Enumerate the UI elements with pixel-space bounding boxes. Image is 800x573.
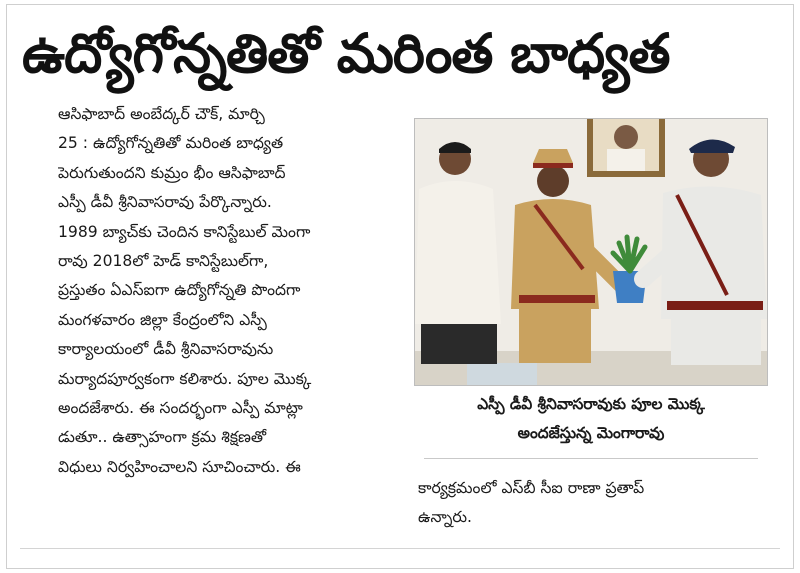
- body-line: పెరుగుతుందని కుమ్రం భీం ఆసిఫాబాద్: [58, 163, 286, 182]
- body-line: ప్రస్తుతం ఏఎస్ఐగా ఉద్యోగోన్నతి పొందగా: [58, 281, 301, 300]
- body-line: విధులు నిర్వహించాలని సూచించారు. ఈ: [58, 457, 301, 476]
- body-line: మర్యాదపూర్వకంగా కలిశారు. పూల మొక్క: [58, 369, 312, 388]
- person-asi-cap-band: [533, 163, 573, 168]
- article-body-left: [58, 100, 390, 482]
- article-body-right: [418, 474, 768, 533]
- bottom-divider: [20, 548, 780, 549]
- body-line: ఎస్పీ డీవీ శ్రీనివాసరావు పేర్కొన్నారు.: [58, 193, 272, 212]
- body-line: 1989 బ్యాచ్‌కు చెందిన కానిస్టేబుల్ మెంగా: [58, 222, 311, 241]
- caption-divider: [424, 458, 758, 459]
- person-civilian-shirt: [415, 181, 501, 324]
- desk-item: [467, 363, 537, 385]
- body-line: మంగళవారం జిల్లా కేంద్రంలోని ఎస్పీ: [58, 310, 267, 329]
- caption-line: ఎస్పీ డీవీ శ్రీనివాసరావుకు పూల మొక్క: [477, 395, 705, 413]
- person-asi-belt: [519, 295, 595, 303]
- body-line: కార్యాలయంలో డీవీ శ్రీనివాసరావును: [58, 340, 274, 359]
- portrait-shirt: [607, 149, 645, 171]
- news-photo: [414, 118, 768, 386]
- body-line: 25 : ఉద్యోగోన్నతితో మరింత బాధ్యత: [58, 134, 284, 153]
- caption-line: అందజేస్తున్న మెంగారావు: [517, 424, 665, 442]
- body-line: కార్యక్రమంలో ఎస్‌బీ సీఐ రాణా ప్రతాప్: [418, 479, 645, 497]
- photo-illustration: [415, 119, 767, 385]
- headline: ఉద్యోగోన్నతితో మరింత బాధ్యత: [22, 22, 670, 85]
- body-line: ఉన్నారు.: [418, 508, 472, 527]
- person-sp-belt: [667, 301, 763, 310]
- person-asi-head: [537, 165, 569, 197]
- body-line: డుతూ.. ఉత్సాహంగా క్రమ శిక్షణతో: [58, 428, 267, 447]
- body-line: రావు 2018లో హెడ్ కానిస్టేబుల్‌గా,: [58, 251, 269, 270]
- photo-caption: [414, 390, 768, 448]
- portrait-face: [614, 125, 638, 149]
- person-civilian-trousers: [421, 324, 497, 364]
- body-line: అందజేశారు. ఈ సందర్భంగా ఎస్పీ మాట్లా: [58, 398, 303, 417]
- body-line: ఆసిఫాబాద్ అంబేద్కర్ చౌక్, మార్చి: [58, 105, 265, 123]
- person-asi-trousers: [519, 303, 591, 363]
- person-sp-trousers: [671, 310, 761, 365]
- person-asi-cap: [533, 149, 573, 163]
